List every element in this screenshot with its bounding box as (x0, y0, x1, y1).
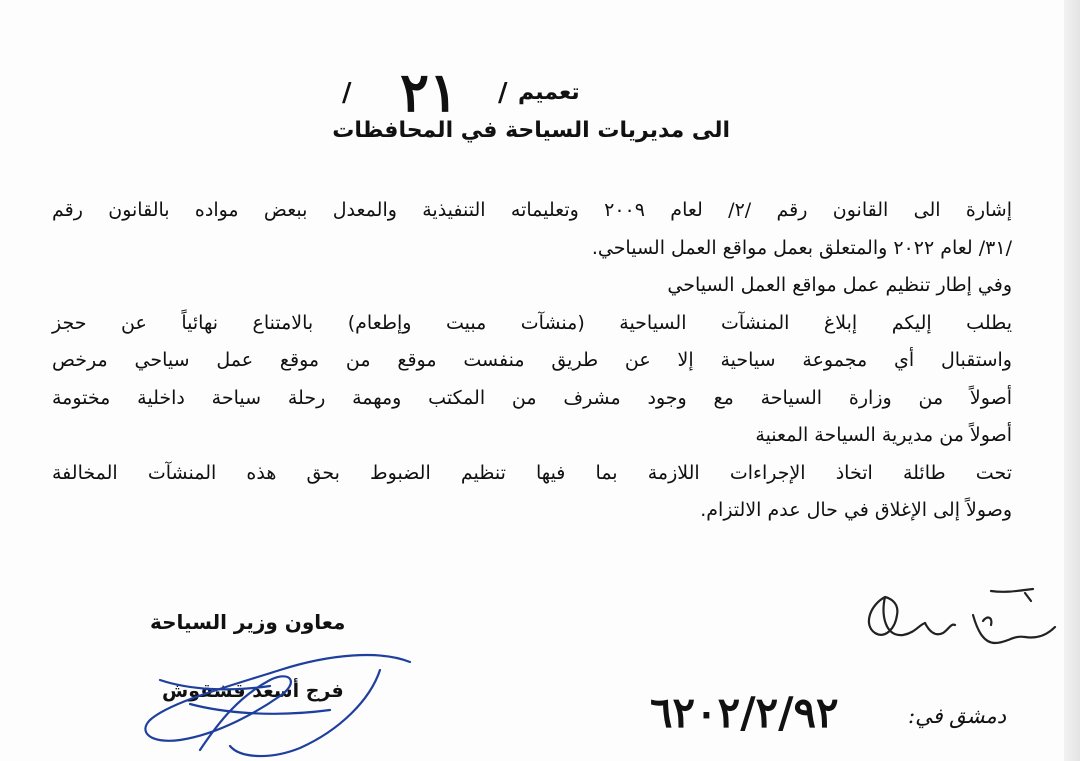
addressee-heading: الى مديريات السياحة في المحافظات (332, 118, 730, 143)
blue-signature (130, 640, 430, 761)
place-label: دمشق في: (908, 704, 1007, 728)
handwritten-date: ٢٩/٢/٢٠٢٦ (650, 688, 839, 737)
body-line-7: أصولاً من مديرية السياحة المعنية (755, 424, 1012, 446)
signatory-name: فرج أسعد قشقوش (162, 680, 344, 702)
circular-number: ٢١ (400, 60, 459, 124)
body-line-8: تحت طائلة اتخاذ الإجراءات اللازمة بما فيها تنظيم الضبوط بحق هذه المنشآت المخالفة (52, 461, 1012, 484)
document-body (52, 192, 1012, 530)
body-line-5: واستقبال أي مجموعة سياحية إلا عن طريق منفست موقع من موقع عمل سياحي مرخص (52, 349, 1012, 371)
place-and-date (650, 686, 1030, 746)
circular-separator-right: / (498, 78, 508, 108)
handwritten-signature-right (855, 585, 1065, 660)
body-line-3: وفي إطار تنظيم عمل مواقع العمل السياحي (667, 274, 1012, 296)
body-line-2: /٣١/ لعام ٢٠٢٢ والمتعلق بعمل مواقع العمل السياحي. (591, 236, 1012, 259)
circular-separator-left: / (342, 78, 352, 108)
signatory-title: معاون وزير السياحة (150, 610, 346, 634)
circular-number-line (330, 60, 600, 124)
scan-edge (1064, 0, 1080, 761)
body-line-9: وصولاً إلى الإغلاق في حال عدم الالتزام. (700, 499, 1012, 521)
body-line-6: أصولاً من وزارة السياحة مع وجود مشرف من المكتب ومهمة رحلة سياحة داخلية مختومة (52, 386, 1012, 409)
body-line-1: إشارة الى القانون رقم /٢/ لعام ٢٠٠٩ وتعليماته التنفيذية والمعدل ببعض مواده بالقانون رقم (52, 199, 1012, 221)
circular-label: تعميم (518, 80, 580, 105)
body-line-4: يطلب إليكم إبلاغ المنشآت السياحية (منشآت مبيت وإطعام) بالامتناع نهائياً عن حجز (52, 311, 1012, 334)
